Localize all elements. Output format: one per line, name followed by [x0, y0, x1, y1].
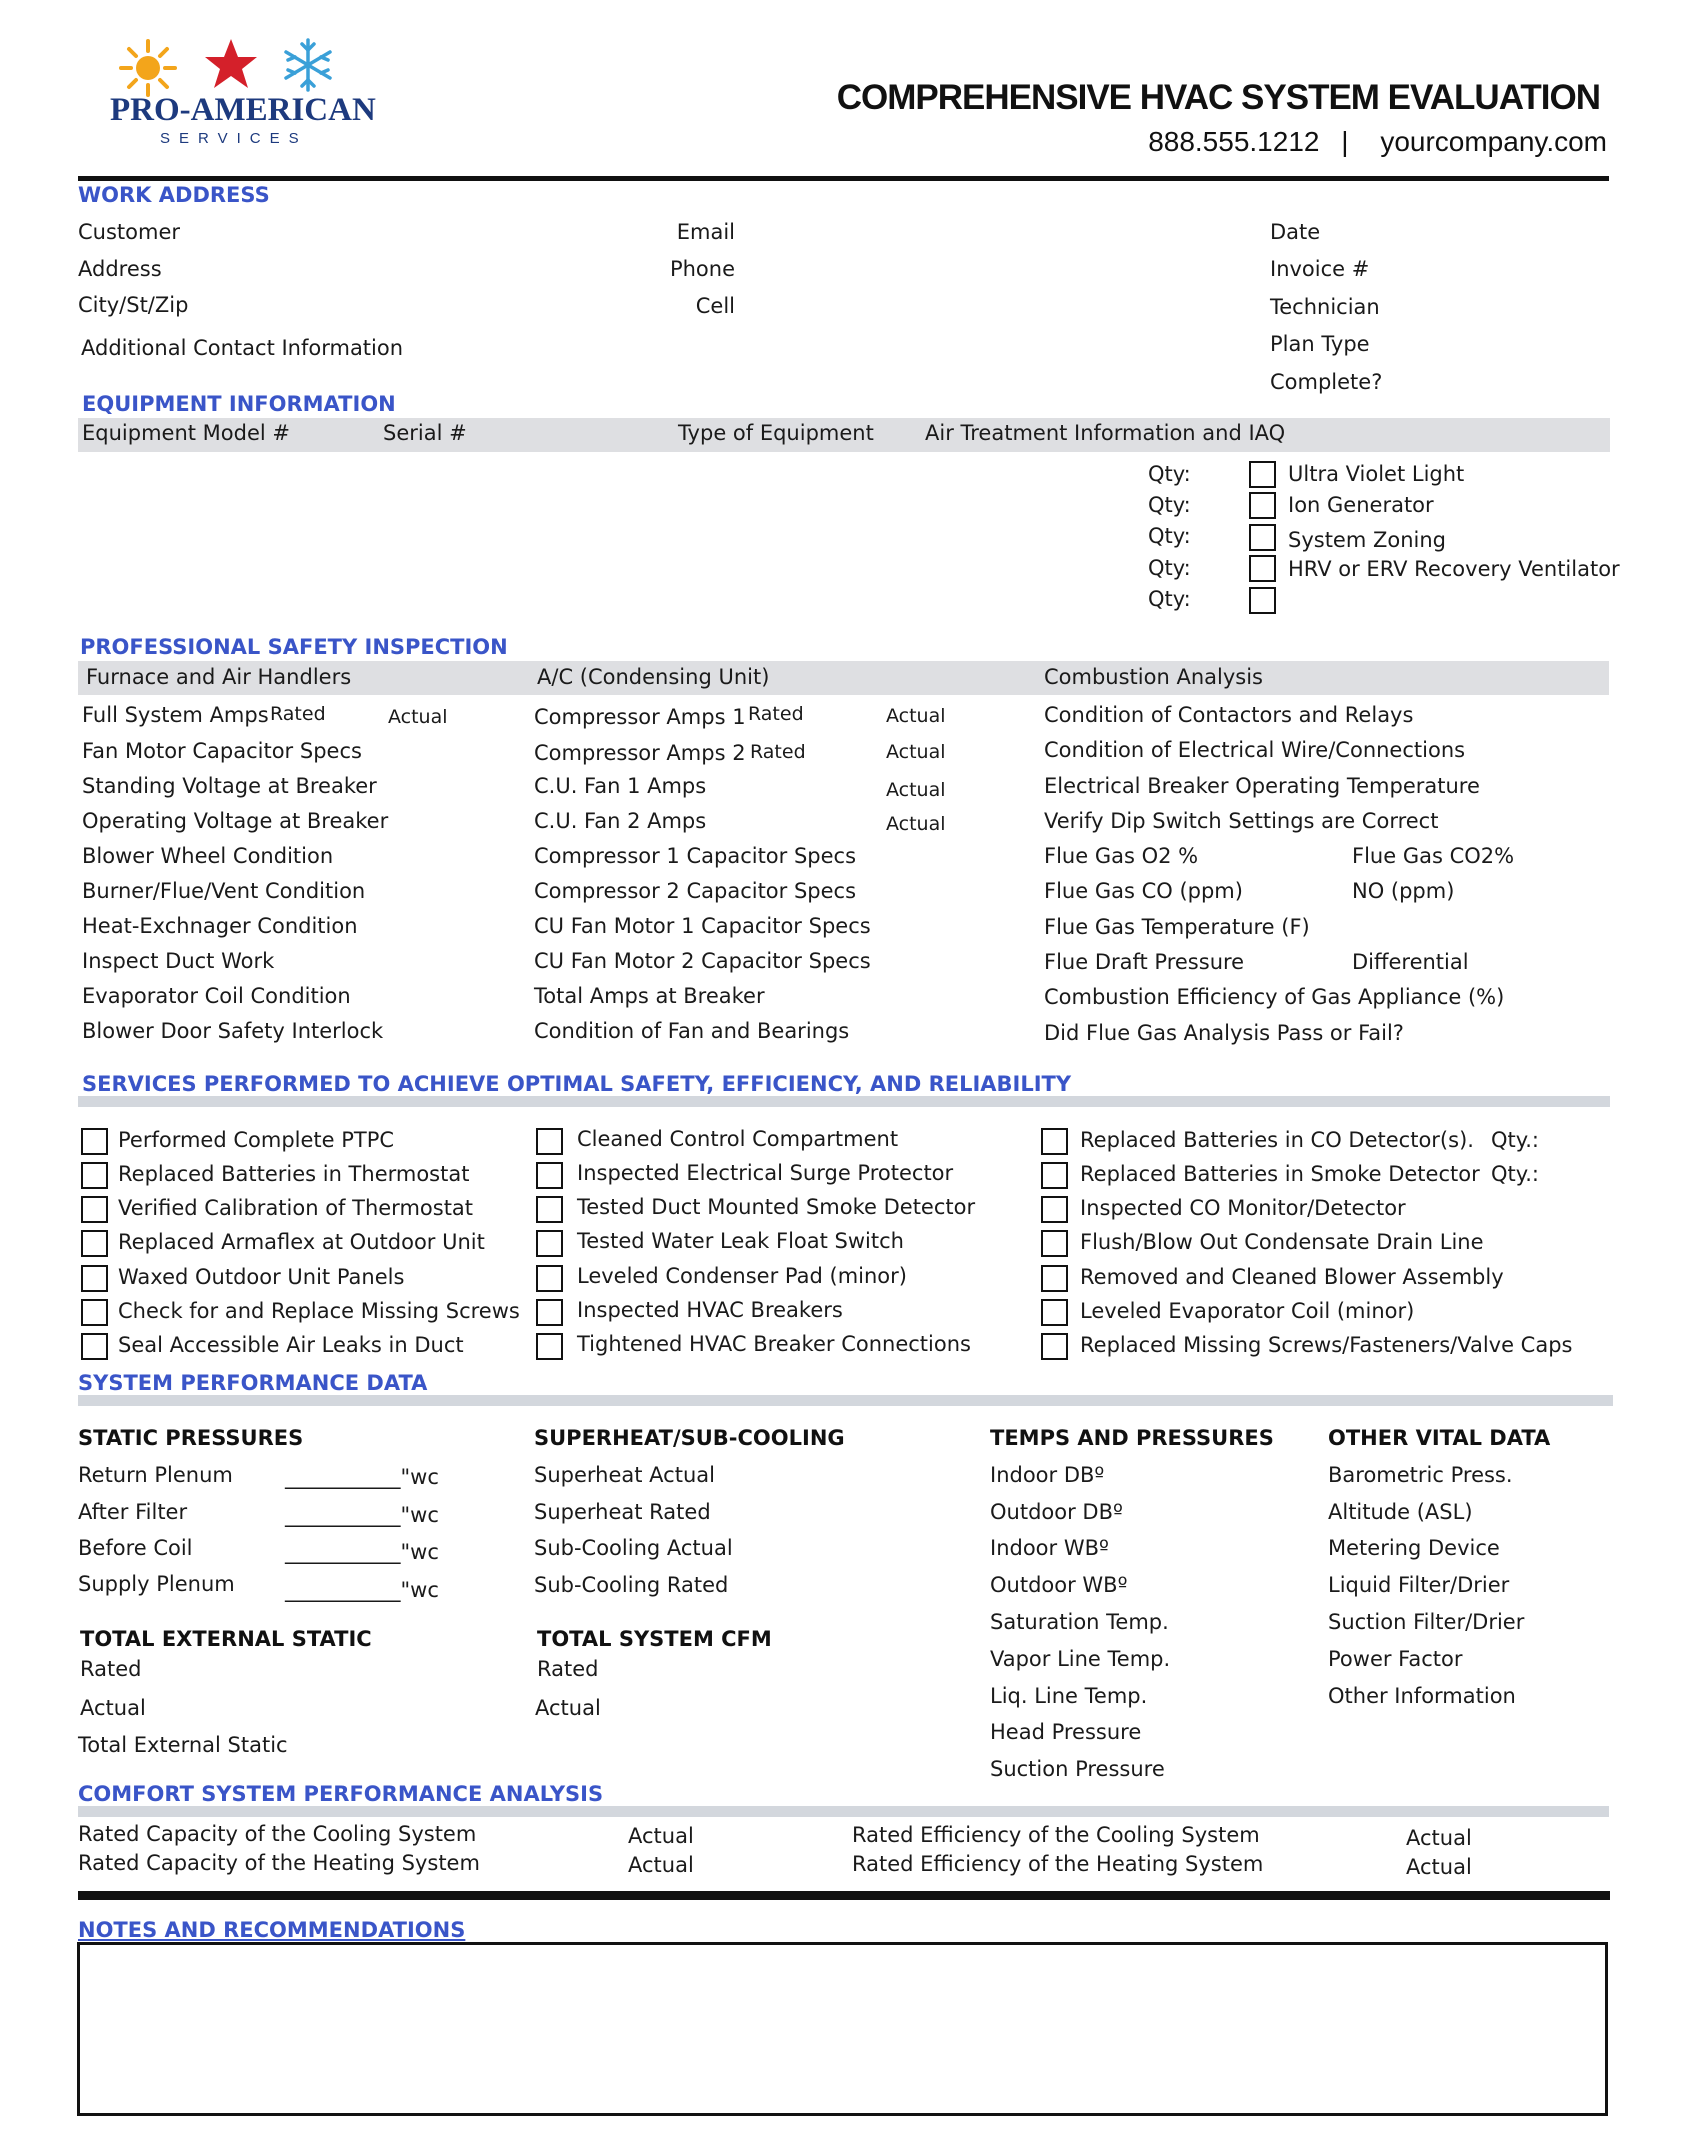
service-checkbox[interactable]	[1041, 1162, 1068, 1189]
field-date: Date	[1270, 220, 1321, 244]
iaq-checkbox-system-zoning[interactable]	[1249, 524, 1276, 551]
brand-tagline: SERVICES	[160, 130, 308, 147]
furnace-item: Heat-Exchnager Condition	[82, 914, 358, 938]
superheat-item: Sub-Cooling Rated	[534, 1573, 729, 1597]
sun-icon	[118, 38, 178, 98]
static-item: Before Coil	[78, 1536, 193, 1560]
combustion-item: Verify Dip Switch Settings are Correct	[1044, 809, 1439, 833]
ac-item: Compressor Amps 1	[534, 705, 746, 729]
snowflake-icon	[280, 36, 336, 94]
ac-rated-label: Rated	[750, 741, 806, 763]
section-work-address: WORK ADDRESS	[78, 183, 270, 207]
combustion-item: Flue Gas CO (ppm)	[1044, 879, 1243, 903]
combustion-differential: Differential	[1352, 950, 1469, 974]
vital-item: Altitude (ASL)	[1328, 1500, 1473, 1524]
combustion-item: Did Flue Gas Analysis Pass or Fail?	[1044, 1021, 1404, 1045]
static-item: Return Plenum	[78, 1463, 233, 1487]
service-item: Inspected CO Monitor/Detector	[1080, 1196, 1406, 1220]
combustion-item: Flue Gas Temperature (F)	[1044, 915, 1310, 939]
vital-item: Barometric Press.	[1328, 1463, 1513, 1487]
combustion-item: Flue Draft Pressure	[1044, 950, 1245, 974]
static-value-field[interactable]	[285, 1465, 439, 1489]
service-item: Replaced Batteries in CO Detector(s).	[1080, 1128, 1474, 1152]
service-checkbox[interactable]	[81, 1230, 108, 1257]
static-unit: "wc	[400, 1540, 439, 1564]
service-item: Flush/Blow Out Condensate Drain Line	[1080, 1230, 1484, 1254]
section-services: SERVICES PERFORMED TO ACHIEVE OPTIMAL SAFETY, EFFICIENCY, AND RELIABILITY	[82, 1072, 1072, 1096]
service-checkbox[interactable]	[81, 1333, 108, 1360]
header-website: yourcompany.com	[1380, 126, 1607, 157]
field-complete: Complete?	[1270, 370, 1383, 394]
col-air-treatment: Air Treatment Information and IAQ	[925, 421, 1286, 445]
col-furnace: Furnace and Air Handlers	[86, 665, 352, 689]
iaq-qty-label: Qty:	[1148, 556, 1191, 580]
service-checkbox[interactable]	[81, 1196, 108, 1223]
total-cfm-item: Actual	[535, 1696, 601, 1720]
section-equipment: EQUIPMENT INFORMATION	[82, 392, 396, 416]
furnace-item: Evaporator Coil Condition	[82, 984, 351, 1008]
combustion-item: Electrical Breaker Operating Temperature	[1044, 774, 1480, 798]
temps-item: Outdoor DBº	[990, 1500, 1123, 1524]
furnace-item: Operating Voltage at Breaker	[82, 809, 389, 833]
section-safety-inspection: PROFESSIONAL SAFETY INSPECTION	[80, 635, 508, 659]
furnace-item: Burner/Flue/Vent Condition	[82, 879, 366, 903]
service-item: Tightened HVAC Breaker Connections	[577, 1332, 971, 1356]
service-qty: Qty.:	[1491, 1162, 1539, 1186]
iaq-qty-label: Qty:	[1148, 587, 1191, 611]
company-logo	[108, 34, 376, 147]
static-pressures-title: STATIC PRESSURES	[78, 1426, 304, 1450]
temps-item: Outdoor WBº	[990, 1573, 1128, 1597]
furnace-item: Inspect Duct Work	[82, 949, 275, 973]
comfort-efficiency-heating: Rated Efficiency of the Heating System	[852, 1852, 1264, 1876]
iaq-qty-label: Qty:	[1148, 493, 1191, 517]
service-checkbox[interactable]	[536, 1265, 563, 1292]
iaq-checkbox-ion-generator[interactable]	[1249, 492, 1276, 519]
col-serial: Serial #	[383, 421, 467, 445]
services-divider	[78, 1096, 1610, 1107]
field-customer: Customer	[78, 220, 181, 244]
service-item: Tested Water Leak Float Switch	[577, 1229, 904, 1253]
furnace-item: Blower Door Safety Interlock	[82, 1019, 384, 1043]
service-item: Cleaned Control Compartment	[577, 1127, 899, 1151]
temps-item: Liq. Line Temp.	[990, 1684, 1148, 1708]
comfort-actual-label: Actual	[1406, 1855, 1472, 1879]
static-blank: ___________	[285, 1465, 401, 1489]
service-checkbox[interactable]	[1041, 1230, 1068, 1257]
total-cfm-item: Rated	[537, 1657, 599, 1681]
furnace-rated-label: Rated	[270, 703, 326, 725]
service-checkbox[interactable]	[536, 1162, 563, 1189]
static-unit: "wc	[400, 1503, 439, 1527]
iaq-item-hrv-erv: HRV or ERV Recovery Ventilator	[1288, 557, 1620, 581]
service-item: Seal Accessible Air Leaks in Duct	[118, 1333, 464, 1357]
service-item: Verified Calibration of Thermostat	[118, 1196, 474, 1220]
ac-actual-label: Actual	[886, 813, 946, 835]
field-city-st-zip: City/St/Zip	[78, 293, 189, 317]
service-checkbox[interactable]	[1041, 1333, 1068, 1360]
total-static-item: Rated	[80, 1657, 142, 1681]
service-checkbox[interactable]	[536, 1128, 563, 1155]
service-item: Replaced Batteries in Smoke Detector	[1080, 1162, 1480, 1186]
combustion-no: NO (ppm)	[1352, 879, 1455, 903]
ac-actual-label: Actual	[886, 705, 946, 727]
iaq-item-system-zoning: System Zoning	[1288, 528, 1447, 552]
ac-actual-label: Actual	[886, 779, 946, 801]
service-checkbox[interactable]	[536, 1196, 563, 1223]
service-item: Waxed Outdoor Unit Panels	[118, 1265, 405, 1289]
temps-item: Head Pressure	[990, 1720, 1142, 1744]
header-separator: |	[1341, 126, 1349, 157]
comfort-bottom-divider	[78, 1891, 1610, 1900]
comfort-actual-label: Actual	[1406, 1826, 1472, 1850]
service-item: Tested Duct Mounted Smoke Detector	[577, 1195, 976, 1219]
header-contact	[1148, 126, 1607, 158]
iaq-item-uv-light: Ultra Violet Light	[1288, 462, 1465, 486]
iaq-checkbox-hrv-erv[interactable]	[1249, 555, 1276, 582]
combustion-item: Combustion Efficiency of Gas Appliance (%)	[1044, 985, 1505, 1009]
temps-item: Vapor Line Temp.	[990, 1647, 1171, 1671]
temps-title: TEMPS AND PRESSURES	[990, 1426, 1274, 1450]
field-email: Email	[676, 220, 735, 244]
ac-item: Compressor Amps 2	[534, 741, 746, 765]
total-external-static-title: TOTAL EXTERNAL STATIC	[80, 1627, 372, 1651]
section-comfort: COMFORT SYSTEM PERFORMANCE ANALYSIS	[78, 1782, 604, 1806]
furnace-item: Full System Amps	[82, 703, 269, 727]
service-checkbox[interactable]	[81, 1162, 108, 1189]
service-checkbox[interactable]	[81, 1128, 108, 1155]
comfort-actual-label: Actual	[628, 1824, 694, 1848]
service-item: Leveled Evaporator Coil (minor)	[1080, 1299, 1415, 1323]
superheat-item: Superheat Actual	[534, 1463, 715, 1487]
furnace-actual-label: Actual	[388, 706, 448, 728]
section-performance: SYSTEM PERFORMANCE DATA	[78, 1371, 428, 1395]
field-address: Address	[78, 257, 162, 281]
total-static-item: Actual	[80, 1696, 146, 1720]
vital-item: Power Factor	[1328, 1647, 1463, 1671]
ac-item: CU Fan Motor 2 Capacitor Specs	[534, 949, 871, 973]
section-notes: NOTES AND RECOMMENDATIONS	[78, 1918, 466, 1942]
static-item: After Filter	[78, 1500, 188, 1524]
header-divider	[78, 176, 1609, 181]
vital-item: Suction Filter/Drier	[1328, 1610, 1525, 1634]
service-checkbox[interactable]	[1041, 1196, 1068, 1223]
header-phone: 888.555.1212	[1148, 126, 1320, 157]
static-blank: ___________	[285, 1578, 401, 1602]
col-ac: A/C (Condensing Unit)	[537, 665, 770, 689]
service-checkbox[interactable]	[1041, 1128, 1068, 1155]
service-item: Performed Complete PTPC	[118, 1128, 395, 1152]
iaq-qty-label: Qty:	[1148, 462, 1191, 486]
service-checkbox[interactable]	[536, 1299, 563, 1326]
col-type-of-equipment: Type of Equipment	[678, 421, 874, 445]
service-checkbox[interactable]	[1041, 1265, 1068, 1292]
static-value-field[interactable]	[285, 1503, 439, 1527]
field-additional-contact: Additional Contact Information	[81, 336, 404, 360]
service-checkbox[interactable]	[81, 1265, 108, 1292]
field-plan-type: Plan Type	[1270, 332, 1370, 356]
static-value-field[interactable]	[285, 1578, 439, 1602]
ac-item: C.U. Fan 1 Amps	[534, 774, 707, 798]
temps-item: Indoor DBº	[990, 1463, 1105, 1487]
service-item: Leveled Condenser Pad (minor)	[577, 1264, 907, 1288]
service-checkbox[interactable]	[1041, 1299, 1068, 1326]
page-title: COMPREHENSIVE HVAC SYSTEM EVALUATION	[836, 78, 1600, 117]
field-phone: Phone	[669, 257, 735, 281]
service-qty: Qty.:	[1491, 1128, 1539, 1152]
temps-item: Suction Pressure	[990, 1757, 1165, 1781]
service-item: Replaced Batteries in Thermostat	[118, 1162, 470, 1186]
combustion-item: Condition of Electrical Wire/Connections	[1044, 738, 1466, 762]
ac-item: Compressor 2 Capacitor Specs	[534, 879, 857, 903]
ac-rated-label: Rated	[748, 703, 804, 725]
total-static-item: Total External Static	[78, 1733, 288, 1757]
iaq-checkbox-uv-light[interactable]	[1249, 461, 1276, 488]
ac-item: CU Fan Motor 1 Capacitor Specs	[534, 914, 871, 938]
superheat-item: Sub-Cooling Actual	[534, 1536, 733, 1560]
comfort-capacity-heating: Rated Capacity of the Heating System	[78, 1851, 480, 1875]
combustion-item: Flue Gas O2 %	[1044, 844, 1199, 868]
service-checkbox[interactable]	[536, 1333, 563, 1360]
comfort-divider	[78, 1806, 1609, 1817]
iaq-checkbox-other[interactable]	[1249, 587, 1276, 614]
col-equipment-model: Equipment Model #	[82, 421, 290, 445]
field-technician: Technician	[1270, 295, 1380, 319]
vital-item: Other Information	[1328, 1684, 1516, 1708]
service-item: Removed and Cleaned Blower Assembly	[1080, 1265, 1504, 1289]
static-item: Supply Plenum	[78, 1572, 235, 1596]
superheat-title: SUPERHEAT/SUB-COOLING	[534, 1426, 845, 1450]
service-item: Inspected HVAC Breakers	[577, 1298, 843, 1322]
temps-item: Saturation Temp.	[990, 1610, 1169, 1634]
ac-item: Condition of Fan and Bearings	[534, 1019, 850, 1043]
total-cfm-title: TOTAL SYSTEM CFM	[537, 1627, 772, 1651]
vital-item: Liquid Filter/Drier	[1328, 1573, 1510, 1597]
iaq-item-ion-generator: Ion Generator	[1288, 493, 1434, 517]
furnace-item: Blower Wheel Condition	[82, 844, 334, 868]
static-blank: ___________	[285, 1503, 401, 1527]
ac-actual-label: Actual	[886, 741, 946, 763]
ac-item: C.U. Fan 2 Amps	[534, 809, 707, 833]
furnace-item: Fan Motor Capacitor Specs	[82, 739, 362, 763]
service-checkbox[interactable]	[536, 1230, 563, 1257]
service-checkbox[interactable]	[81, 1299, 108, 1326]
static-blank: ___________	[285, 1540, 401, 1564]
vital-title: OTHER VITAL DATA	[1328, 1426, 1551, 1450]
service-item: Replaced Missing Screws/Fasteners/Valve Caps	[1080, 1333, 1573, 1357]
combustion-co2: Flue Gas CO2%	[1352, 844, 1515, 868]
service-item: Check for and Replace Missing Screws	[118, 1299, 520, 1323]
vital-item: Metering Device	[1328, 1536, 1500, 1560]
static-unit: "wc	[400, 1578, 439, 1602]
furnace-item: Standing Voltage at Breaker	[82, 774, 377, 798]
ac-item: Compressor 1 Capacitor Specs	[534, 844, 857, 868]
field-cell: Cell	[695, 294, 735, 318]
static-value-field[interactable]	[285, 1540, 439, 1564]
comfort-capacity-cooling: Rated Capacity of the Cooling System	[78, 1822, 477, 1846]
combustion-item: Condition of Contactors and Relays	[1044, 703, 1414, 727]
star-icon	[203, 36, 259, 92]
ac-item: Total Amps at Breaker	[534, 984, 765, 1008]
performance-divider	[78, 1395, 1613, 1406]
brand-name: PRO-AMERICAN	[110, 92, 376, 128]
static-unit: "wc	[400, 1465, 439, 1489]
iaq-qty-label: Qty:	[1148, 524, 1191, 548]
col-combustion: Combustion Analysis	[1044, 665, 1263, 689]
field-invoice: Invoice #	[1270, 257, 1370, 281]
superheat-item: Superheat Rated	[534, 1500, 711, 1524]
comfort-efficiency-cooling: Rated Efficiency of the Cooling System	[852, 1823, 1260, 1847]
service-item: Inspected Electrical Surge Protector	[577, 1161, 954, 1185]
comfort-actual-label: Actual	[628, 1853, 694, 1877]
notes-textarea[interactable]	[77, 1942, 1608, 2116]
temps-item: Indoor WBº	[990, 1536, 1109, 1560]
service-item: Replaced Armaflex at Outdoor Unit	[118, 1230, 485, 1254]
